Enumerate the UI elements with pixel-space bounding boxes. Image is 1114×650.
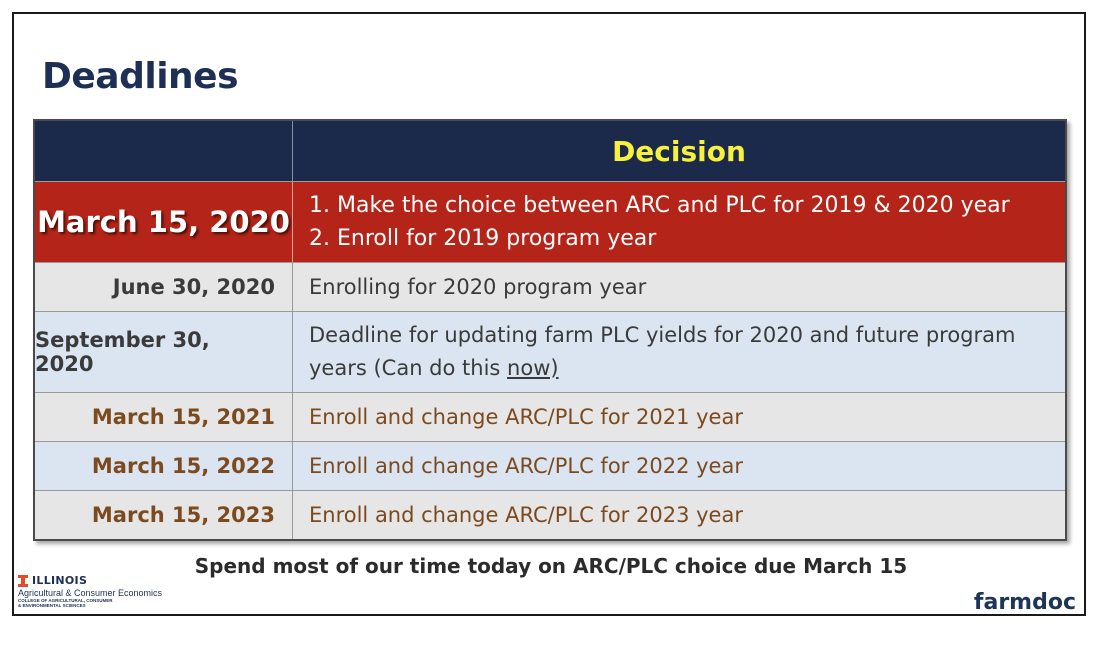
deadlines-table: [33, 119, 1067, 541]
table-header-row: [35, 121, 1065, 182]
footer-note: Spend most of our time today on ARC/PLC choice due March 15: [194, 554, 908, 578]
decision-item: 1. Make the choice between ARC and PLC for 2019 & 2020 year: [309, 193, 1010, 218]
row-date: March 15, 2021: [35, 393, 293, 441]
header-date-cell: [35, 121, 293, 181]
slide: [12, 12, 1086, 616]
row-text: Enroll and change ARC/PLC for 2021 year: [309, 404, 743, 429]
page-title: Deadlines: [42, 56, 239, 97]
row-text-line-2-start: years (Can do this: [309, 356, 508, 380]
table-row: [35, 263, 1065, 312]
table-row: [35, 442, 1065, 491]
underlined-now: now): [507, 356, 559, 380]
block-i-icon: [18, 575, 28, 587]
row-date: March 15, 2022: [35, 442, 293, 490]
row-date: March 15, 2023: [35, 491, 293, 539]
row-text-line-2: [309, 352, 1049, 385]
header-decision-cell: Decision: [612, 134, 746, 168]
row-text: Enroll and change ARC/PLC for 2022 year: [309, 453, 743, 478]
farmdoc-logo: farmdoc: [973, 590, 1076, 615]
table-row: [35, 393, 1065, 442]
row-text: Enroll and change ARC/PLC for 2023 year: [309, 502, 743, 527]
row-text-line-1: Deadline for updating farm PLC yields for 2020 and future program: [309, 323, 1016, 347]
table-row: [35, 312, 1065, 393]
illinois-brand: ILLINOIS: [32, 574, 88, 587]
illinois-logo: [18, 574, 162, 608]
illinois-college-line-1: COLLEGE OF AGRICULTURAL, CONSUMER: [18, 598, 113, 603]
table-row-primary: [35, 182, 1065, 263]
row-text: [293, 312, 1065, 392]
row-date: September 30, 2020: [35, 312, 293, 392]
illinois-college-line-2: & ENVIRONMENTAL SCIENCES: [18, 603, 86, 608]
decision-item: 2. Enroll for 2019 program year: [309, 226, 657, 251]
row-date: June 30, 2020: [35, 263, 293, 311]
primary-decision-list: [293, 182, 1065, 262]
table-row: [35, 491, 1065, 539]
illinois-dept: Agricultural & Consumer Economics: [18, 588, 163, 598]
primary-date: March 15, 2020: [35, 182, 293, 262]
row-text: Enrolling for 2020 program year: [309, 274, 647, 299]
